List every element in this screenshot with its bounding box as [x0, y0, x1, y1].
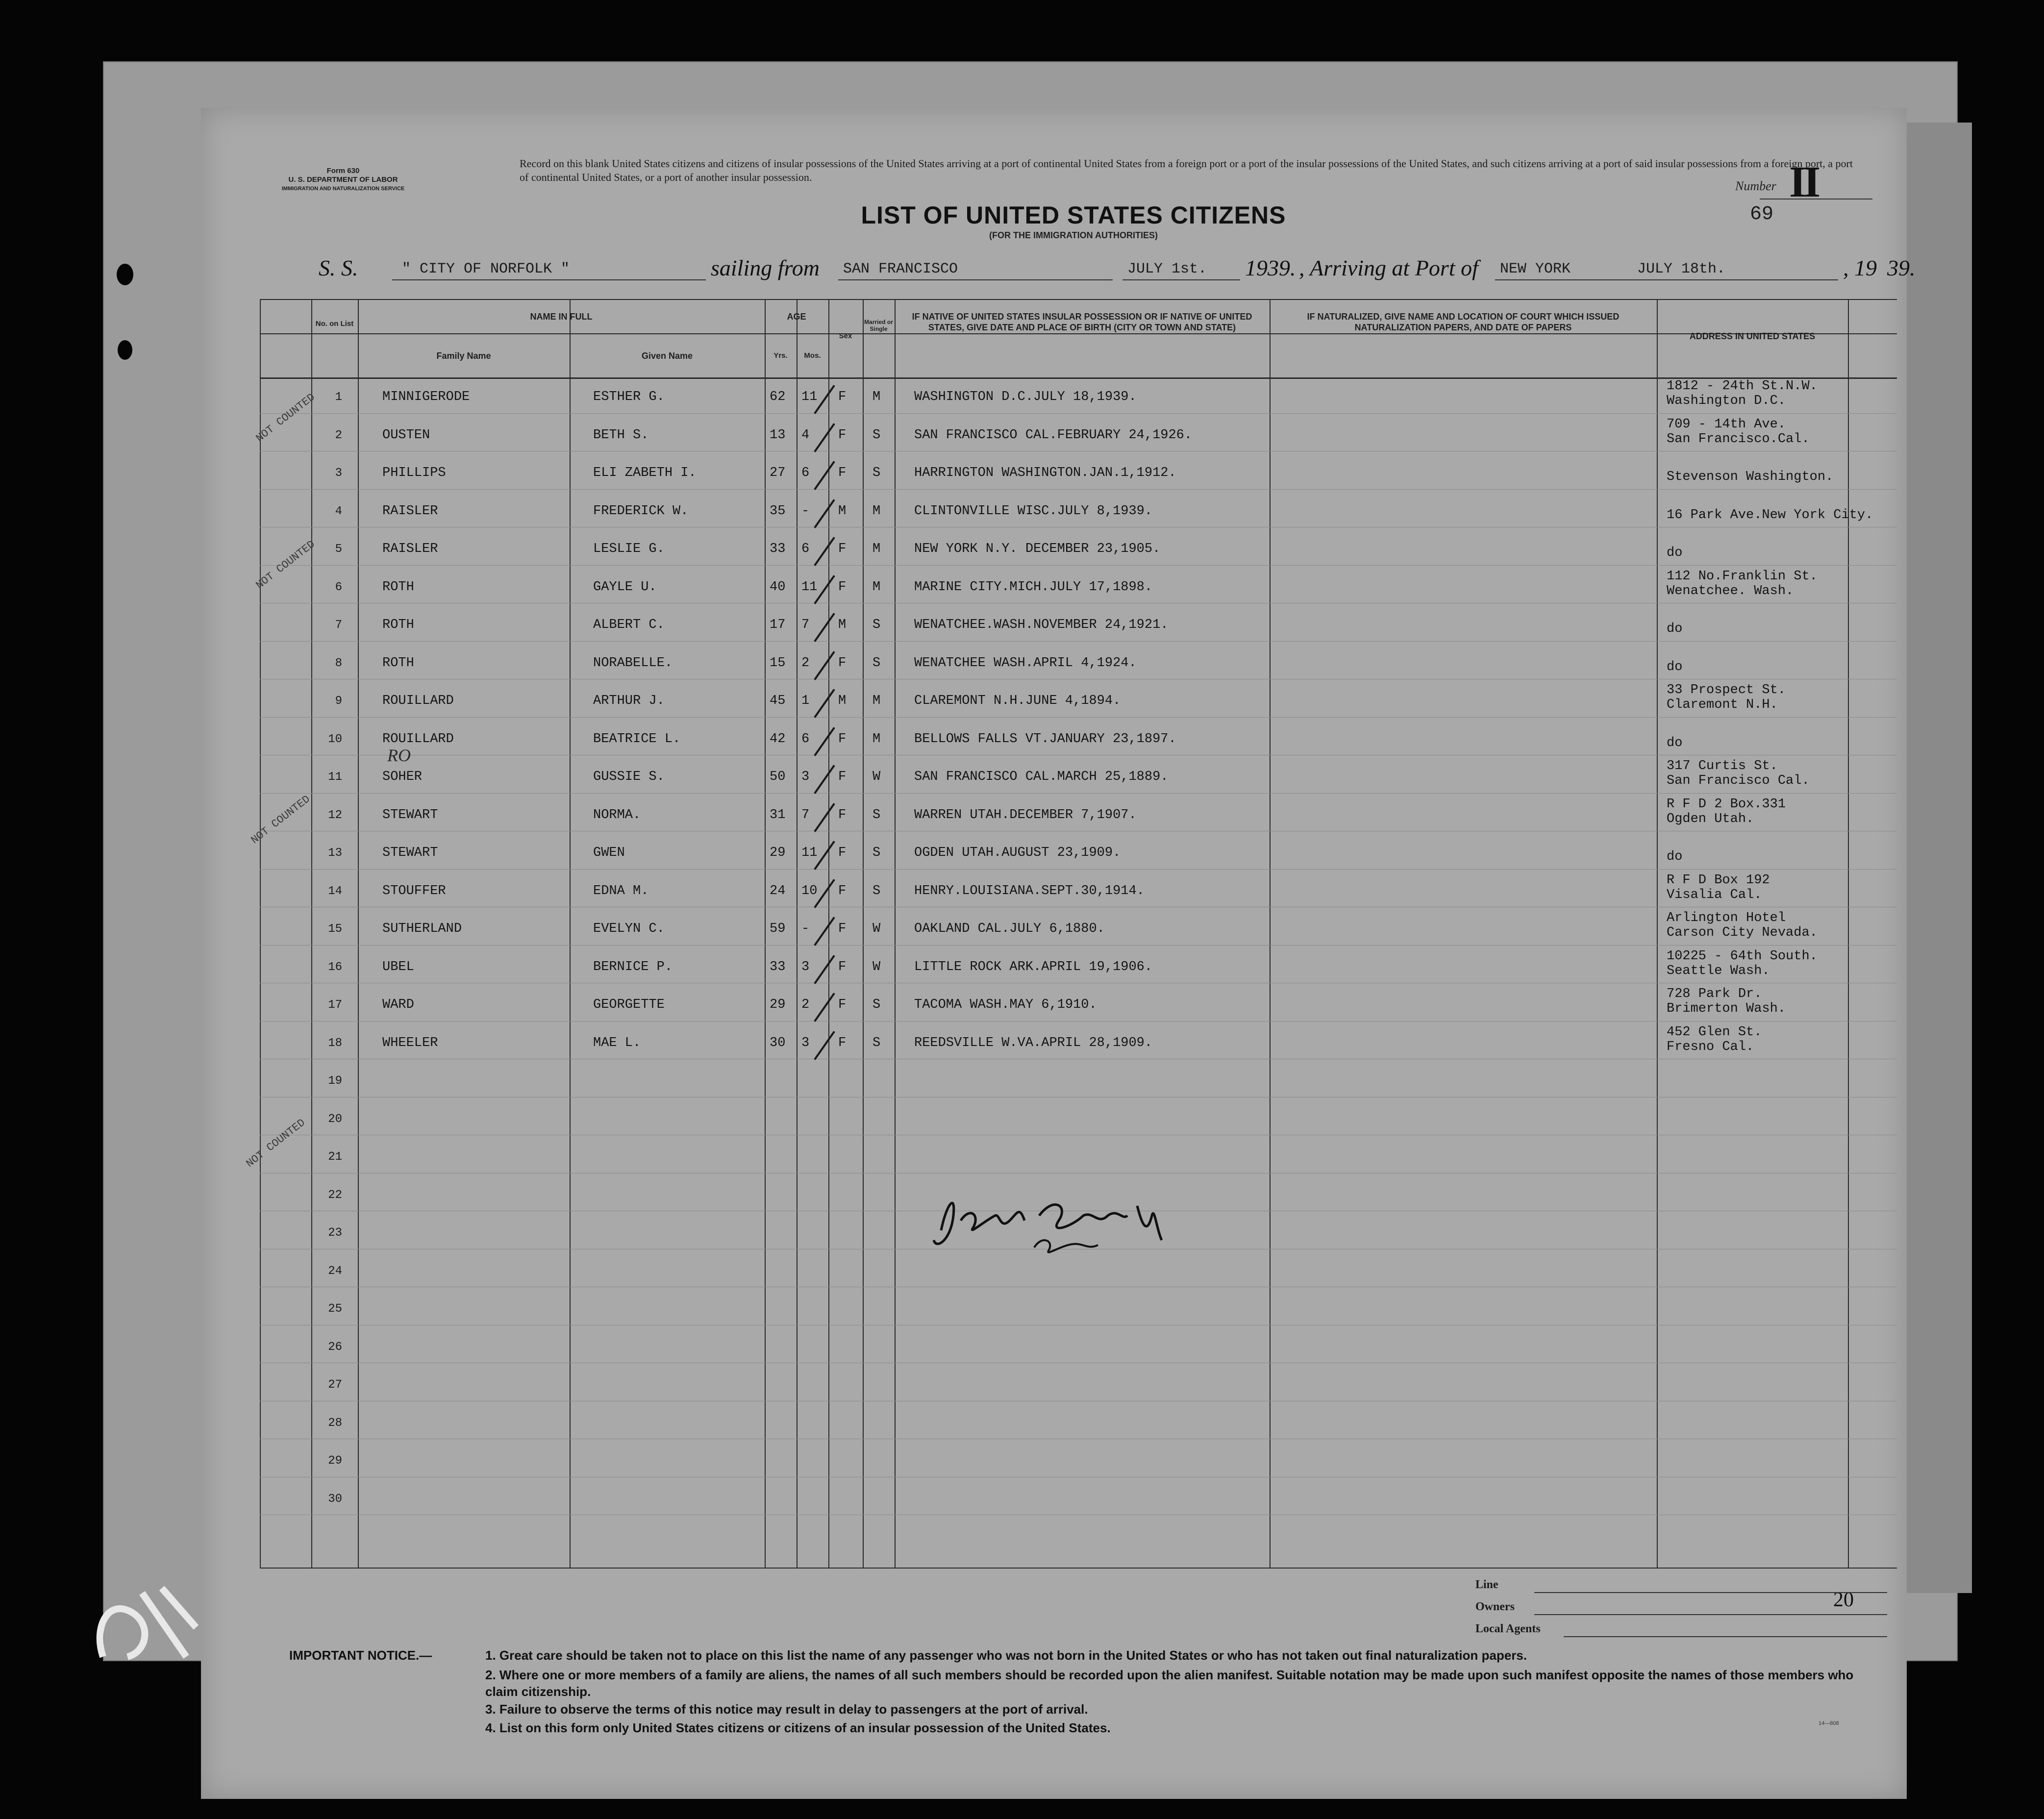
age-months-cell: 10: [801, 883, 818, 898]
marital-status-cell: S: [872, 883, 881, 898]
address-line-1-cell: 728 Park Dr.: [1667, 987, 1762, 1001]
row-number: 1: [335, 391, 342, 404]
age-years-cell: 30: [770, 1035, 786, 1050]
age-years-cell: 33: [770, 959, 786, 974]
sex-cell: F: [838, 579, 847, 595]
marital-status-cell: S: [872, 655, 881, 671]
birth-place-date-cell: WASHINGTON D.C.JULY 18,1939.: [914, 390, 1137, 404]
check-mark: [814, 613, 835, 642]
row-number: 16: [328, 960, 342, 974]
address-line-2-cell: do: [1667, 735, 1683, 750]
col-line: [260, 299, 261, 1569]
sex-cell: F: [838, 922, 847, 936]
arrival-port: NEW YORK: [1500, 261, 1571, 277]
address-line-1-cell: R F D Box 192: [1667, 872, 1770, 888]
manifest-page: [201, 108, 1916, 1799]
address-line-2-cell: San Francisco Cal.: [1667, 773, 1810, 788]
address-line-1-cell: 452 Glen St.: [1667, 1024, 1762, 1040]
agents-underline: [1564, 1636, 1887, 1637]
address-line-1-cell: R F D 2 Box.331: [1667, 797, 1786, 812]
marital-status-cell: S: [872, 466, 881, 480]
row-rule: [260, 945, 1897, 946]
birth-place-date-cell: TACOMA WASH.MAY 6,1910.: [914, 997, 1097, 1012]
family-name-cell: OUSTEN: [382, 427, 430, 443]
col-line: [1270, 299, 1271, 1569]
departure-year: 1939.: [1245, 255, 1296, 280]
address-line-2-cell: Stevenson Washington.: [1667, 470, 1834, 484]
address-line-1-cell: 1812 - 24th St.N.W.: [1667, 379, 1818, 394]
address-line-2-cell: Ogden Utah.: [1667, 811, 1754, 826]
birth-place-date-cell: BELLOWS FALLS VT.JANUARY 23,1897.: [914, 731, 1176, 747]
age-years-cell: 29: [770, 846, 786, 860]
family-name-cell: SUTHERLAND: [382, 922, 462, 936]
family-name-cell: ROUILLARD: [382, 694, 454, 708]
marital-status-cell: M: [872, 579, 881, 595]
address-line-2-cell: Claremont N.H.: [1667, 698, 1778, 712]
col-line: [1657, 299, 1658, 1569]
row-number: 18: [328, 1036, 342, 1050]
check-mark: [814, 423, 835, 452]
given-name-cell: NORMA.: [593, 807, 641, 822]
sex-cell: F: [838, 807, 847, 822]
age-years-cell: 15: [770, 655, 786, 671]
given-name-cell: GEORGETTE: [593, 997, 665, 1012]
birth-place-date-cell: SAN FRANCISCO CAL.FEBRUARY 24,1926.: [914, 427, 1193, 443]
family-name-cell: UBEL: [382, 959, 414, 974]
birth-place-date-cell: OAKLAND CAL.JULY 6,1880.: [914, 922, 1105, 936]
form-number: Form 630: [326, 167, 360, 175]
sex-cell: F: [838, 959, 847, 974]
header-name-in-full: NAME IN FULL: [530, 312, 593, 322]
row-number: 11: [328, 771, 342, 784]
family-name-cell: STEWART: [382, 846, 438, 860]
row-number: 25: [328, 1302, 342, 1316]
signature: [926, 1186, 1181, 1260]
check-mark: [814, 993, 835, 1022]
check-mark: [814, 689, 835, 718]
age-months-cell: 7: [801, 807, 810, 822]
page-title: LIST OF UNITED STATES CITIZENS: [861, 201, 1286, 229]
owners-underline: [1534, 1614, 1887, 1615]
address-line-1-cell: 10225 - 64th South.: [1667, 948, 1818, 964]
age-months-cell: 3: [801, 1035, 810, 1050]
date-underline: [1122, 279, 1240, 280]
birth-place-date-cell: CLAREMONT N.H.JUNE 4,1894.: [914, 694, 1121, 708]
row-rule: [260, 641, 1897, 642]
check-mark: [814, 803, 835, 832]
notice-item-2: 2. Where one or more members of a family are aliens, the names of all such members should be recorded upon the alien manifest. Suitable notation may be made upon such manifest opposite the names of those members who claim citizenship.: [485, 1668, 1854, 1699]
family-name-cell: ROTH: [382, 579, 414, 595]
family-name-cell: WHEELER: [382, 1035, 438, 1050]
col-line: [570, 299, 571, 1569]
age-months-cell: 4: [801, 427, 810, 443]
given-name-cell: NORABELLE.: [593, 655, 673, 671]
row-rule: [260, 565, 1897, 566]
sex-cell: M: [838, 694, 847, 708]
owners-label: Owners: [1475, 1600, 1515, 1613]
given-name-cell: EDNA M.: [593, 883, 649, 898]
voyage-line: [319, 255, 1916, 284]
header-age: AGE: [787, 312, 806, 322]
row-rule: [260, 717, 1897, 718]
family-name-cell: STEWART: [382, 807, 438, 822]
signature-scribble: [926, 1186, 1181, 1260]
table-border-top: [260, 299, 1897, 300]
birth-place-date-cell: NEW YORK N.Y. DECEMBER 23,1905.: [914, 542, 1161, 556]
table-border-bottom: [260, 1568, 1897, 1569]
address-line-2-cell: do: [1667, 849, 1683, 864]
sex-cell: F: [838, 390, 847, 404]
header-family-name: Family Name: [436, 351, 491, 361]
form-identifier: [270, 167, 417, 193]
marital-status-cell: S: [872, 846, 881, 860]
not-counted-stamp: NOT COUNTED: [244, 1116, 308, 1171]
sex-cell: F: [838, 542, 847, 556]
row-number: 13: [328, 847, 342, 860]
col-line: [863, 299, 864, 1569]
marital-status-cell: S: [872, 427, 881, 443]
address-line-2-cell: Washington D.C.: [1667, 394, 1786, 408]
row-number: 26: [328, 1340, 342, 1354]
arrival-date: JULY 18th.: [1637, 261, 1726, 277]
family-name-cell: STOUFFER: [382, 883, 446, 898]
row-rule: [260, 489, 1897, 490]
row-number: 27: [328, 1378, 342, 1392]
row-number: 3: [335, 467, 342, 480]
row-number: 23: [328, 1226, 342, 1240]
age-years-cell: 35: [770, 503, 786, 519]
address-line-2-cell: do: [1667, 546, 1683, 560]
age-months-cell: 2: [801, 655, 810, 671]
marital-status-cell: S: [872, 997, 881, 1012]
family-name-cell: SOHER: [382, 770, 423, 784]
sex-cell: M: [838, 618, 847, 632]
marital-status-cell: M: [872, 731, 881, 747]
given-name-cell: ARTHUR J.: [593, 694, 665, 708]
address-line-1-cell: 709 - 14th Ave.: [1667, 417, 1786, 432]
row-number: 17: [328, 998, 342, 1012]
sailing-from-label: sailing from: [711, 255, 820, 280]
age-months-cell: -: [801, 922, 810, 936]
address-line-2-cell: San Francisco.Cal.: [1667, 431, 1810, 447]
given-name-cell: GAYLE U.: [593, 579, 657, 595]
given-name-cell: ESTHER G.: [593, 390, 665, 404]
passenger-table: [244, 299, 1897, 1569]
row-rule: [260, 869, 1897, 870]
page-total: 20: [1833, 1589, 1854, 1611]
notice-heading: IMPORTANT NOTICE.—: [289, 1648, 432, 1663]
age-years-cell: 42: [770, 731, 786, 747]
age-years-cell: 29: [770, 997, 786, 1012]
arrival-underline: [1495, 279, 1838, 280]
arriving-label: , Arriving at Port of: [1299, 255, 1478, 280]
age-months-cell: 1: [801, 694, 810, 708]
family-name-cell: ROTH: [382, 618, 414, 632]
age-months-cell: 6: [801, 731, 810, 747]
address-line-2-cell: Carson City Nevada.: [1667, 925, 1818, 940]
arrival-year-prefix: , 19: [1843, 255, 1877, 280]
row-number: 4: [335, 504, 342, 518]
header-sex: Sex: [839, 332, 852, 340]
row-rule: [260, 413, 1897, 414]
given-name-cell: ELI ZABETH I.: [593, 466, 697, 480]
birth-place-date-cell: REEDSVILLE W.VA.APRIL 28,1909.: [914, 1035, 1153, 1050]
col-line: [765, 299, 766, 1569]
age-years-cell: 31: [770, 807, 786, 822]
header-mos: Mos.: [804, 351, 821, 360]
header-bottom: [260, 377, 1897, 379]
birth-place-date-cell: WENATCHEE.WASH.NOVEMBER 24,1921.: [914, 618, 1169, 632]
header-naturalized: IF NATURALIZED, GIVE NAME AND LOCATION OF COURT WHICH ISSUED NATURALIZATION PAPERS, AND DATE OF PAPERS: [1307, 312, 1620, 332]
row-number: 8: [335, 656, 342, 670]
address-line-1-cell: 33 Prospect St.: [1667, 683, 1786, 698]
age-months-cell: 3: [801, 959, 810, 974]
col-line: [311, 299, 312, 1569]
age-months-cell: 6: [801, 466, 810, 480]
marital-status-cell: M: [872, 542, 881, 556]
address-line-1-cell: 112 No.Franklin St.: [1667, 569, 1818, 584]
check-mark: [814, 765, 835, 794]
row-number: 14: [328, 884, 342, 898]
sex-cell: F: [838, 883, 847, 898]
sex-cell: M: [838, 503, 847, 519]
check-mark: [814, 461, 835, 490]
check-mark: [814, 727, 835, 756]
age-months-cell: 2: [801, 997, 810, 1012]
col-line: [797, 299, 798, 1569]
birth-place-date-cell: WARREN UTAH.DECEMBER 7,1907.: [914, 807, 1137, 822]
age-years-cell: 62: [770, 390, 786, 404]
col-line: [1848, 299, 1849, 1569]
sex-cell: F: [838, 846, 847, 860]
family-name-cell: RAISLER: [382, 503, 438, 519]
family-name-cell: ROTH: [382, 655, 414, 671]
ss-label: S. S.: [319, 255, 358, 280]
sex-cell: F: [838, 427, 847, 443]
record-instructions: Record on this blank United States citizens and citizens of insular possessions of the United States arriving at a port of continental United States from a foreign port or a port of the insular possessions of the United States, and such citizens arriving at a port of said insular possessions from a foreign port, a port of continental United States, or a port of another insular possession.: [520, 157, 1853, 183]
age-months-cell: 11: [801, 846, 818, 860]
birth-place-date-cell: OGDEN UTAH.AUGUST 23,1909.: [914, 846, 1121, 860]
given-name-cell: MAE L.: [593, 1035, 641, 1050]
age-years-cell: 45: [770, 694, 786, 708]
port-underline: [838, 279, 1113, 280]
age-months-cell: 7: [801, 618, 810, 632]
birth-place-date-cell: CLINTONVILLE WISC.JULY 8,1939.: [914, 503, 1153, 519]
address-line-2-cell: 16 Park Ave.New York City.: [1667, 507, 1873, 523]
row-number: 19: [328, 1074, 342, 1088]
marital-status-cell: W: [872, 770, 881, 784]
form-code: 14—808: [1819, 1720, 1839, 1726]
header-address: ADDRESS IN UNITED STATES: [1689, 331, 1816, 341]
age-months-cell: 3: [801, 770, 810, 784]
check-mark: [814, 917, 835, 946]
given-name-cell: BERNICE P.: [593, 959, 673, 974]
row-number: 12: [328, 808, 342, 822]
age-months-cell: 6: [801, 542, 810, 556]
address-line-1-cell: Arlington Hotel: [1667, 911, 1786, 925]
marital-status-cell: M: [872, 390, 881, 404]
given-name-cell: FREDERICK W.: [593, 503, 689, 519]
birth-place-date-cell: HENRY.LOUISIANA.SEPT.30,1914.: [914, 883, 1145, 898]
given-name-cell: BEATRICE L.: [593, 731, 681, 747]
header-yrs: Yrs.: [773, 351, 788, 360]
service-name: IMMIGRATION AND NATURALIZATION SERVICE: [281, 186, 405, 192]
sheet-number: II: [1789, 158, 1818, 206]
address-line-1-cell: 317 Curtis St.: [1667, 759, 1778, 773]
given-name-cell: GWEN: [593, 846, 625, 860]
agents-label: Local Agents: [1475, 1622, 1541, 1635]
header-given-name: Given Name: [641, 351, 693, 361]
sex-cell: F: [838, 655, 847, 671]
row-number: 24: [328, 1264, 342, 1278]
age-years-cell: 33: [770, 542, 786, 556]
given-name-cell: ALBERT C.: [593, 618, 665, 632]
arrival-year-suffix: 39.: [1887, 255, 1916, 280]
given-name-cell: LESLIE G.: [593, 542, 665, 556]
given-name-cell: GUSSIE S.: [593, 770, 665, 784]
punch-hole: [118, 340, 132, 360]
birth-place-date-cell: SAN FRANCISCO CAL.MARCH 25,1889.: [914, 770, 1169, 784]
stamped-number: 69: [1750, 203, 1774, 225]
age-months-cell: -: [801, 503, 810, 519]
age-years-cell: 59: [770, 922, 786, 936]
age-months-cell: 11: [801, 390, 818, 404]
address-line-2-cell: Brimerton Wash.: [1667, 1001, 1786, 1016]
age-years-cell: 24: [770, 883, 786, 898]
col-line: [828, 299, 829, 1569]
marital-status-cell: S: [872, 1035, 881, 1050]
address-line-2-cell: Visalia Cal.: [1667, 887, 1762, 902]
not-counted-stamp: NOT COUNTED: [253, 538, 318, 592]
check-mark: [814, 651, 835, 680]
punch-hole: [117, 264, 133, 285]
family-name-cell: MINNIGERODE: [382, 390, 470, 404]
header-married-single: Married or Single: [864, 319, 893, 332]
address-line-2-cell: do: [1667, 659, 1683, 674]
check-mark: [814, 499, 835, 528]
sex-cell: F: [838, 731, 847, 747]
family-name-cell: ROUILLARD: [382, 731, 454, 747]
sex-cell: F: [838, 997, 847, 1012]
family-name-cell: RAISLER: [382, 542, 438, 556]
row-number: 2: [335, 428, 342, 442]
age-years-cell: 13: [770, 427, 786, 443]
birth-place-date-cell: WENATCHEE WASH.APRIL 4,1924.: [914, 655, 1137, 671]
sex-cell: F: [838, 1035, 847, 1050]
number-label: Number: [1735, 179, 1776, 193]
row-number: 28: [328, 1416, 342, 1430]
check-mark: [814, 1031, 835, 1060]
sex-cell: F: [838, 466, 847, 480]
header-birth: IF NATIVE OF UNITED STATES INSULAR POSSESSION OR IF NATIVE OF UNITED STATES, GIVE DATE AND PLACE OF BIRTH (CITY OR TOWN AND STATE): [912, 312, 1252, 332]
notice-item-4: 4. List on this form only United States citizens or citizens of an insular possession of the United States.: [485, 1720, 1111, 1735]
header-divider: [260, 333, 1897, 334]
marital-status-cell: W: [872, 959, 881, 974]
departure-date: JULY 1st.: [1127, 261, 1207, 277]
row-number: 21: [328, 1150, 342, 1164]
given-name-cell: EVELYN C.: [593, 922, 665, 936]
sex-cell: F: [838, 770, 847, 784]
ship-name: " CITY OF NORFOLK ": [402, 261, 570, 277]
row-rule: [260, 1021, 1897, 1022]
page-subtitle: (FOR THE IMMIGRATION AUTHORITIES): [989, 230, 1158, 240]
address-line-2-cell: Seattle Wash.: [1667, 963, 1770, 978]
not-counted-stamp: NOT COUNTED: [249, 793, 313, 847]
row-number: 6: [335, 580, 342, 594]
col-line: [358, 299, 359, 1569]
family-name-cell: PHILLIPS: [382, 466, 446, 480]
age-years-cell: 40: [770, 579, 786, 595]
check-mark: [814, 537, 835, 566]
line-label: Line: [1475, 1578, 1498, 1591]
address-line-2-cell: Wenatchee. Wash.: [1667, 583, 1794, 598]
sailing-from-port: SAN FRANCISCO: [843, 261, 958, 277]
birth-place-date-cell: LITTLE ROCK ARK.APRIL 19,1906.: [914, 959, 1153, 974]
address-line-2-cell: do: [1667, 622, 1683, 636]
department-name: U. S. DEPARTMENT OF LABOR: [288, 175, 398, 184]
marital-status-cell: M: [872, 694, 881, 708]
notice-item-3: 3. Failure to observe the terms of this notice may result in delay to passengers at the port of arrival.: [485, 1702, 1088, 1717]
header-no-on-list: No. on List: [315, 320, 354, 328]
birth-place-date-cell: HARRINGTON WASHINGTON.JAN.1,1912.: [914, 466, 1176, 480]
check-mark: [814, 955, 835, 984]
row-number: 20: [328, 1112, 342, 1126]
row-rule: [260, 793, 1897, 794]
row-number: 9: [335, 695, 342, 708]
row-number: 5: [335, 543, 342, 556]
row-number: 30: [328, 1492, 342, 1506]
not-counted-stamp: NOT COUNTED: [253, 391, 318, 445]
ro-annotation: RO: [387, 746, 411, 765]
address-line-2-cell: Fresno Cal.: [1667, 1039, 1754, 1054]
row-number: 15: [328, 922, 342, 936]
age-years-cell: 50: [770, 770, 786, 784]
marital-status-cell: W: [872, 922, 881, 936]
row-number: 10: [328, 732, 342, 746]
given-name-cell: BETH S.: [593, 427, 649, 443]
line-underline: [1534, 1592, 1887, 1593]
age-years-cell: 17: [770, 618, 786, 632]
margin-scribble: [88, 1559, 206, 1676]
row-number: 7: [335, 619, 342, 632]
row-number: 29: [328, 1454, 342, 1468]
marital-status-cell: S: [872, 618, 881, 632]
row-number: 22: [328, 1188, 342, 1202]
age-months-cell: 11: [801, 579, 818, 595]
ship-underline: [392, 279, 706, 280]
age-years-cell: 27: [770, 466, 786, 480]
family-name-cell: WARD: [382, 997, 414, 1012]
birth-place-date-cell: MARINE CITY.MICH.JULY 17,1898.: [914, 579, 1153, 595]
notice-item-1: 1. Great care should be taken not to place on this list the name of any passenger who was not born in the United States or who has not taken out final naturalization papers.: [485, 1648, 1527, 1663]
marital-status-cell: M: [872, 503, 881, 519]
marital-status-cell: S: [872, 807, 881, 822]
col-line: [895, 299, 896, 1569]
